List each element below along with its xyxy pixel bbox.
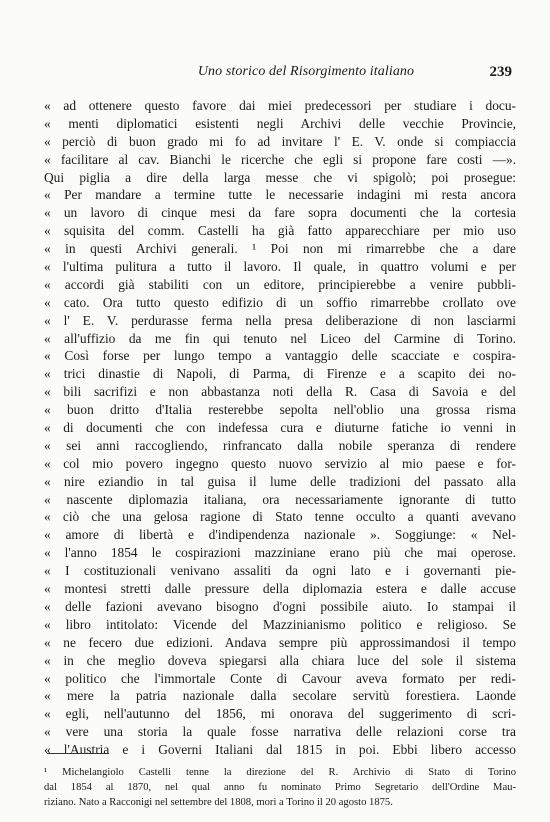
page-number: 239 xyxy=(489,64,512,80)
footnote xyxy=(44,766,516,810)
text-line: « di documenti che con indefessa cura e diuturne fatiche io venni in xyxy=(44,420,516,436)
text-line: « ad ottenere questo favore dai miei predecessori per studiare i docu- xyxy=(44,98,516,113)
text-line: « l'Austria e i Governi Italiani dal 1815 in poi. Ebbi libero accesso xyxy=(44,742,516,758)
footnote-rule xyxy=(47,753,109,754)
text-line: « trici dinastie di Napoli, di Parma, di Firenze e a scapito dei no- xyxy=(44,366,516,382)
text-line: « Per mandare a termine tutte le necessarie indagini mi resta ancora xyxy=(44,187,516,203)
footnote-line: dal 1854 al 1870, nel qual anno fu nominato Primo Segretario dell'Ordine Mau- xyxy=(44,781,516,793)
text-line: « politico che l'immortale Conte di Cavour aveva formato per redi- xyxy=(44,670,516,686)
text-line: « perciò di buon grado mi fo ad invitare l' E. V. onde si compiaccia xyxy=(44,133,516,149)
text-line: « ciò che una gelosa ragione di Stato tenne occulto a quanti avevano xyxy=(44,509,516,525)
text-line: « menti diplomatici esistenti negli Archivi delle vecchie Provincie, xyxy=(44,115,516,131)
text-line: « nascente diplomazia italiana, ora necessariamente ignorante di tutto xyxy=(44,491,516,507)
text-line: « I costituzionali venivano assaliti da ogni lato e i governanti pie- xyxy=(44,563,516,579)
footnote-line: riziano. Nato a Racconigi nel settembre del 1808, morì a Torino il 20 agosto 1875. xyxy=(44,796,393,808)
text-line: « bili sacrifizi e non abbastanza noti della R. Casa di Savoia e del xyxy=(44,384,516,400)
text-line: « facilitare al cav. Bianchi le ricerche che egli si propone fare costi —». xyxy=(44,151,516,167)
text-line: « in questi Archivi generali. ¹ Poi non mi rimarrebbe che a dare xyxy=(44,241,516,257)
text-line: « vere una storia la quale fosse narrativa delle relazioni corse tra xyxy=(44,724,516,740)
text-line: « un lavoro di cinque mesi da fare sopra documenti che la cortesia xyxy=(44,205,516,221)
body-text xyxy=(44,97,516,759)
text-line: Qui piglia a dire della larga messe che vi spigolò; poi prosegue: xyxy=(44,169,516,185)
text-line: « col mio povero ingegno questo nuovo servizio al mio paese e for- xyxy=(44,455,516,471)
text-line: « all'uffizio da me fin qui tenuto nel Liceo del Carmine di Torino. xyxy=(44,330,516,346)
text-line: « delle fazioni avevano bisogno d'ogni possibile aiuto. Io stampai il xyxy=(44,598,516,614)
text-line: « nire eziandio in tal guisa il lume delle tradizioni del passato alla xyxy=(44,473,516,489)
text-line: « ne fecero due edizioni. Andava sempre più approssimandosi il tempo xyxy=(44,634,516,650)
text-line: « amore di libertà e d'indipendenza nazionale ». Soggiunge: « Nel- xyxy=(44,527,516,543)
text-line: « sei anni raccogliendo, rinfrancato dalla nobile speranza di rendere xyxy=(44,437,516,453)
text-line: « buon dritto d'Italia resterebbe sepolta nell'oblio una grossa risma xyxy=(44,402,516,418)
text-line: « mere la patria nazionale dalla secolare servitù forestiera. Laonde xyxy=(44,688,516,704)
footnote-line: ¹ Michelangiolo Castelli tenne la direzione del R. Archivio di Stato di Torino xyxy=(44,767,516,778)
text-line: « l' E. V. perdurasse ferma nella presa deliberazione di non lasciarmi xyxy=(44,312,516,328)
text-line: « montesi stretti dalle pressure della diplomazia estera e dalle accuse xyxy=(44,581,516,597)
text-line: « egli, nell'autunno del 1856, mi onorava del suggerimento di scri- xyxy=(44,706,516,722)
text-line: « l'anno 1854 le cospirazioni mazziniane erano più che mai operose. xyxy=(44,545,516,561)
page-header xyxy=(40,64,512,84)
text-line: « l'ultima pulitura a tutto il lavoro. Il quale, in quattro volumi e per xyxy=(44,259,516,275)
text-line: « Così forse per lungo tempo a vantaggio delle scacciate e cospira- xyxy=(44,348,516,364)
text-line: « accordi già stabiliti con un editore, principierebbe a venire pubbli- xyxy=(44,276,516,292)
text-line: « squisita del comm. Castelli ha già fatto apparecchiare per mio uso xyxy=(44,223,516,239)
text-line: « in che meglio doveva spiegarsi alla chiara luce del sole il sistema xyxy=(44,652,516,668)
running-title: Uno storico del Risorgimento italiano xyxy=(197,64,415,79)
text-line: « cato. Ora tutto questo edifizio di un soffio rimarrebbe crollato ove xyxy=(44,294,516,310)
text-line: « libro intitolato: Vicende del Mazzinianismo politico e religioso. Se xyxy=(44,616,516,632)
